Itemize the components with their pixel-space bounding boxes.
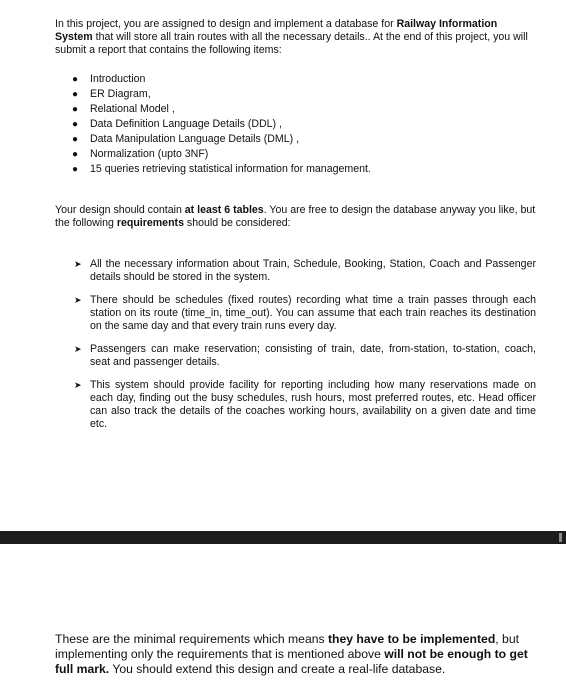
bullet-icon: ● — [72, 74, 79, 85]
design-text-2: . You are free to design the database anyway you like, but the following — [55, 204, 536, 229]
list-item — [72, 72, 371, 87]
bullet-icon: ● — [72, 149, 79, 160]
list-item — [72, 294, 536, 333]
deliverables-list — [72, 72, 371, 177]
requirements-list — [72, 258, 536, 441]
table-count-emphasis: at least 6 tables — [184, 204, 264, 216]
bullet-icon: ● — [72, 104, 79, 115]
requirement-text: There should be schedules (fixed routes) recording what time a train passes through each station on its route (time_in, time_out). You can assume that each train reaches its destination on the same day and that every train runs every day. — [90, 294, 536, 332]
bullet-icon: ● — [72, 164, 79, 175]
intro-text-1: In this project, you are assigned to design and implement a database for — [55, 18, 397, 30]
deliverable-label: Relational Model , — [90, 103, 175, 115]
closing-text-2: , but implementing only the requirements that is mentioned above — [55, 632, 519, 661]
closing-text-3: You should extend this design and create a real-life database. — [109, 662, 446, 676]
bullet-icon: ● — [72, 89, 79, 100]
closing-text — [55, 632, 537, 677]
list-item — [72, 162, 371, 177]
list-item — [72, 379, 536, 431]
deliverable-label: ER Diagram, — [90, 88, 151, 100]
closing-paragraph — [55, 632, 537, 677]
requirement-text: This system should provide facility for reporting including how many reservations made on each day, finding out the busy schedules, rush hours, most preferred routes, etc. Head officer can also track the details of the coaches working hours, availability on a given date and time etc. — [90, 379, 536, 430]
list-item — [72, 147, 371, 162]
deliverable-label: Data Manipulation Language Details (DML) , — [90, 133, 300, 145]
arrow-bullet-icon: ➤ — [74, 344, 82, 354]
list-item — [72, 343, 536, 369]
arrow-bullet-icon: ➤ — [74, 380, 82, 390]
bullet-icon: ● — [72, 119, 79, 130]
intro-text-2: that will store all train routes with all the necessary details.. At the end of this project, you will submit a report that contains the following items: — [55, 31, 528, 56]
list-item — [72, 102, 371, 117]
list-item — [72, 87, 371, 102]
requirement-text: All the necessary information about Train, Schedule, Booking, Station, Coach and Passenger details should be stored in the system. — [90, 258, 536, 283]
requirement-text: Passengers can make reservation; consisting of train, date, from-station, to-station, coach, seat and passenger details. — [90, 343, 536, 368]
intro-paragraph — [55, 18, 537, 57]
full-mark-emphasis: will not be enough to get full mark. — [55, 647, 528, 676]
closing-text-1: These are the minimal requirements which means — [55, 632, 328, 646]
scroll-marker — [559, 533, 562, 542]
deliverable-label: 15 queries retrieving statistical information for management. — [90, 163, 371, 175]
page-divider — [0, 531, 566, 544]
list-item — [72, 117, 371, 132]
design-text-1: Your design should contain — [55, 204, 185, 216]
list-item — [72, 258, 536, 284]
arrow-bullet-icon: ➤ — [74, 259, 82, 269]
list-item — [72, 132, 371, 147]
arrow-bullet-icon: ➤ — [74, 295, 82, 305]
deliverable-label: Data Definition Language Details (DDL) , — [90, 118, 282, 130]
requirements-emphasis: requirements — [116, 217, 184, 229]
must-implement-emphasis: they have to be implemented — [327, 632, 496, 646]
design-text-3: should be considered: — [183, 217, 291, 229]
deliverable-label: Normalization (upto 3NF) — [90, 148, 209, 160]
deliverable-label: Introduction — [90, 73, 146, 85]
design-paragraph — [55, 204, 537, 230]
design-text — [55, 204, 537, 230]
project-name: Railway Information System — [55, 18, 498, 43]
bullet-icon: ● — [72, 134, 79, 145]
intro-text — [55, 18, 537, 57]
